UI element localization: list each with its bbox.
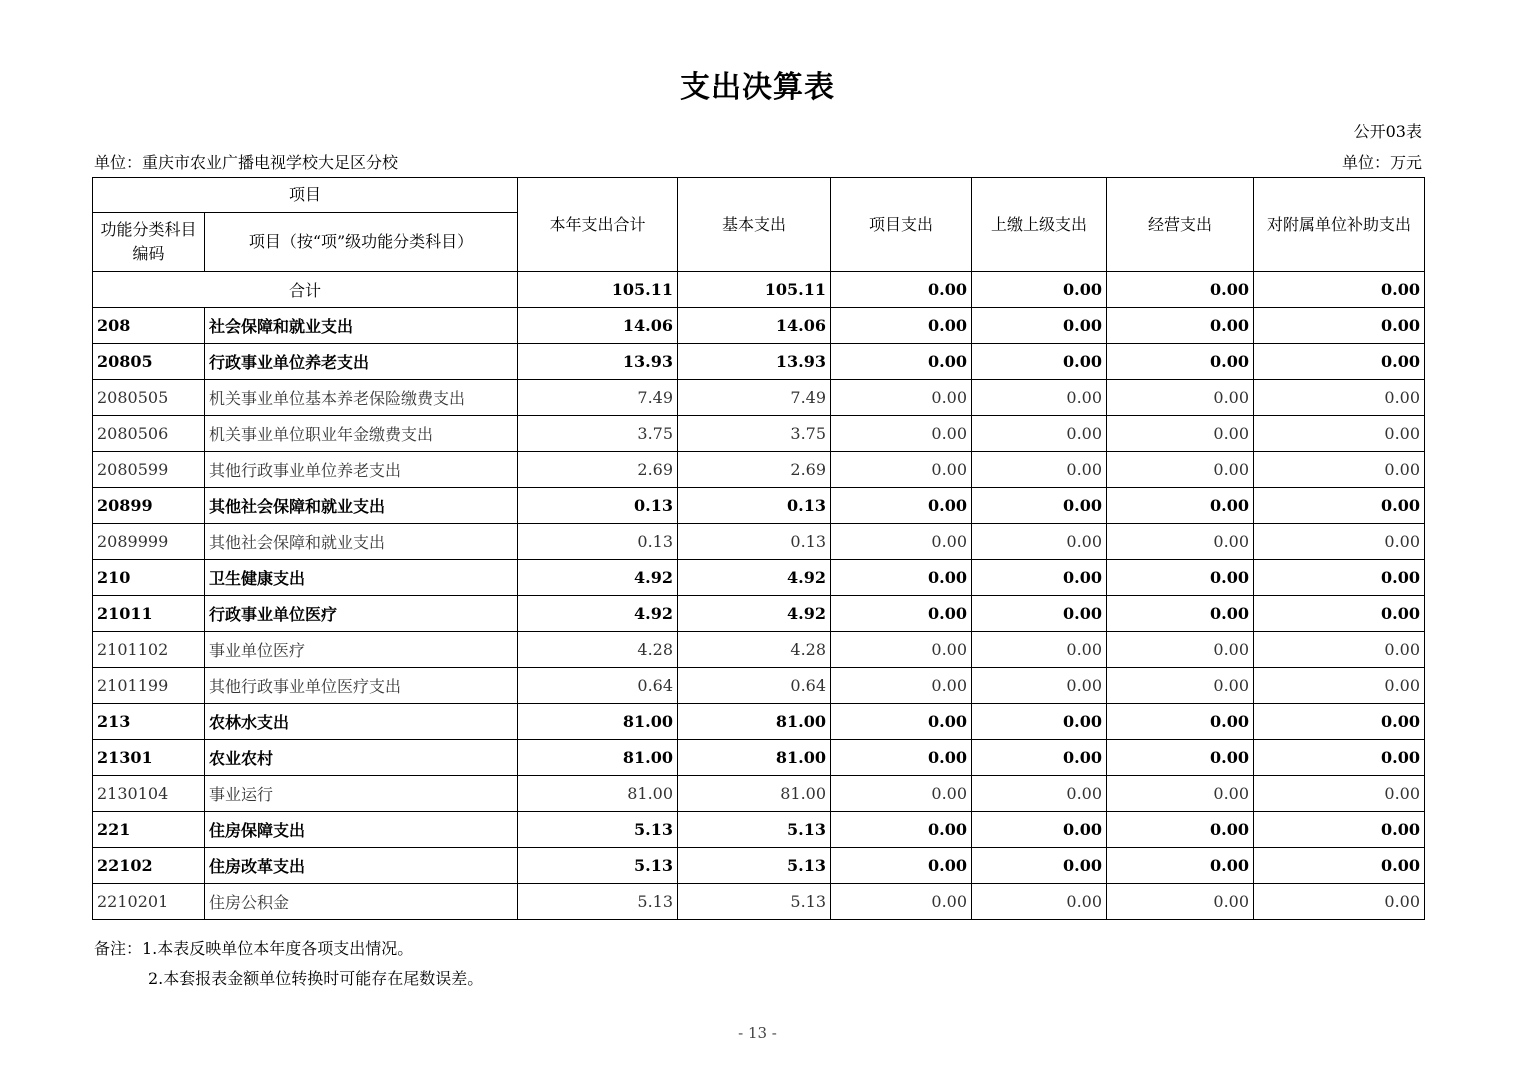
row-code: 2080599 [93,452,205,488]
row-value: 0.00 [1254,632,1425,668]
row-value: 0.00 [1107,416,1254,452]
row-name: 住房公积金 [205,884,518,920]
table-row [93,596,1425,632]
row-name: 农林水支出 [205,704,518,740]
total-value: 0.00 [1107,272,1254,308]
total-value: 0.00 [972,272,1107,308]
row-value: 0.00 [1107,848,1254,884]
row-value: 0.13 [678,524,831,560]
table-row [93,632,1425,668]
total-label: 合计 [93,272,518,308]
row-value: 0.00 [1254,812,1425,848]
row-value: 0.00 [831,704,972,740]
table-row [93,452,1425,488]
total-value: 105.11 [518,272,678,308]
row-code: 20805 [93,344,205,380]
row-value: 0.00 [1254,776,1425,812]
row-value: 0.00 [1254,740,1425,776]
row-value: 0.00 [831,560,972,596]
row-value: 14.06 [678,308,831,344]
row-value: 4.92 [518,560,678,596]
row-value: 0.00 [972,380,1107,416]
row-value: 0.00 [1254,524,1425,560]
note-2: 2.本套报表金额单位转换时可能存在尾数误差。 [148,969,484,988]
row-name: 农业农村 [205,740,518,776]
header-code: 功能分类科目编码 [93,213,205,272]
table-row [93,416,1425,452]
row-value: 0.00 [831,488,972,524]
row-value: 0.00 [972,344,1107,380]
table-row [93,668,1425,704]
row-value: 3.75 [518,416,678,452]
row-name: 住房保障支出 [205,812,518,848]
table-row [93,812,1425,848]
row-value: 81.00 [678,776,831,812]
row-value: 81.00 [678,704,831,740]
row-value: 0.00 [1254,560,1425,596]
row-value: 0.00 [1254,488,1425,524]
row-code: 21011 [93,596,205,632]
row-value: 0.00 [831,776,972,812]
row-name: 行政事业单位医疗 [205,596,518,632]
row-code: 2210201 [93,884,205,920]
row-value: 3.75 [678,416,831,452]
row-value: 0.00 [972,848,1107,884]
header-project: 项目支出 [831,178,972,272]
total-value: 105.11 [678,272,831,308]
row-name: 其他社会保障和就业支出 [205,524,518,560]
table-row [93,740,1425,776]
row-value: 0.00 [1107,308,1254,344]
row-value: 0.00 [972,416,1107,452]
row-value: 0.00 [831,524,972,560]
row-value: 0.00 [972,560,1107,596]
row-value: 0.00 [1107,452,1254,488]
row-value: 0.00 [972,740,1107,776]
row-code: 2080505 [93,380,205,416]
header-name: 项目（按“项”级功能分类科目） [205,213,518,272]
row-code: 20899 [93,488,205,524]
table-row [93,848,1425,884]
total-value: 0.00 [831,272,972,308]
table-row [93,308,1425,344]
row-value: 0.00 [831,380,972,416]
row-value: 7.49 [518,380,678,416]
unit-name: 单位：重庆市农业广播电视学校大足区分校 [94,153,399,172]
row-value: 5.13 [678,848,831,884]
row-value: 0.00 [972,776,1107,812]
row-code: 22102 [93,848,205,884]
row-value: 0.00 [1107,740,1254,776]
row-value: 0.00 [1107,704,1254,740]
row-name: 其他社会保障和就业支出 [205,488,518,524]
row-code: 221 [93,812,205,848]
row-code: 2080506 [93,416,205,452]
row-value: 0.00 [972,704,1107,740]
row-code: 2089999 [93,524,205,560]
row-value: 0.13 [518,524,678,560]
row-value: 0.00 [831,308,972,344]
row-code: 21301 [93,740,205,776]
row-value: 0.00 [972,884,1107,920]
row-value: 0.00 [1254,668,1425,704]
row-code: 210 [93,560,205,596]
table-row [93,884,1425,920]
row-value: 0.00 [972,632,1107,668]
note-1: 备注：1.本表反映单位本年度各项支出情况。 [94,939,414,958]
row-value: 4.92 [518,596,678,632]
row-value: 0.00 [831,740,972,776]
row-value: 5.13 [518,848,678,884]
header-basic: 基本支出 [678,178,831,272]
row-value: 0.00 [831,884,972,920]
row-value: 0.64 [678,668,831,704]
row-value: 0.00 [1107,560,1254,596]
header-item: 项目 [93,178,518,213]
table-row [93,488,1425,524]
row-value: 4.92 [678,560,831,596]
row-value: 5.13 [518,812,678,848]
table-row [93,704,1425,740]
row-value: 4.28 [518,632,678,668]
row-value: 0.00 [831,668,972,704]
row-value: 0.00 [1107,884,1254,920]
row-value: 81.00 [678,740,831,776]
row-value: 0.00 [1107,812,1254,848]
header-total: 本年支出合计 [518,178,678,272]
row-value: 0.00 [1107,668,1254,704]
row-code: 2101102 [93,632,205,668]
table-row [93,380,1425,416]
row-value: 0.00 [831,812,972,848]
row-name: 其他行政事业单位医疗支出 [205,668,518,704]
row-name: 机关事业单位职业年金缴费支出 [205,416,518,452]
row-name: 机关事业单位基本养老保险缴费支出 [205,380,518,416]
row-value: 2.69 [518,452,678,488]
row-code: 2101199 [93,668,205,704]
row-value: 4.28 [678,632,831,668]
row-value: 0.00 [1254,884,1425,920]
row-name: 卫生健康支出 [205,560,518,596]
row-value: 0.13 [518,488,678,524]
page-number: - 13 - [738,1024,777,1042]
row-value: 13.93 [678,344,831,380]
row-value: 0.00 [1107,344,1254,380]
row-value: 81.00 [518,740,678,776]
row-value: 0.00 [1254,308,1425,344]
row-value: 0.00 [972,452,1107,488]
row-value: 0.00 [1107,632,1254,668]
page-title: 支出决算表 [680,70,835,105]
row-name: 事业单位医疗 [205,632,518,668]
row-value: 2.69 [678,452,831,488]
row-name: 社会保障和就业支出 [205,308,518,344]
row-value: 0.00 [1107,596,1254,632]
row-value: 4.92 [678,596,831,632]
row-value: 0.00 [1254,848,1425,884]
row-value: 0.00 [831,416,972,452]
row-value: 0.00 [831,452,972,488]
row-value: 81.00 [518,776,678,812]
row-value: 7.49 [678,380,831,416]
row-value: 0.00 [972,596,1107,632]
table-row [93,344,1425,380]
row-value: 0.00 [831,848,972,884]
row-value: 0.13 [678,488,831,524]
expenditure-table [92,177,1425,920]
table-row [93,776,1425,812]
row-value: 0.00 [831,596,972,632]
row-value: 0.00 [1254,416,1425,452]
row-value: 0.00 [1254,344,1425,380]
row-value: 5.13 [678,812,831,848]
row-value: 5.13 [518,884,678,920]
row-value: 81.00 [518,704,678,740]
row-value: 0.00 [831,344,972,380]
row-value: 0.00 [1107,488,1254,524]
header-business: 经营支出 [1107,178,1254,272]
row-value: 0.00 [1107,380,1254,416]
row-value: 0.64 [518,668,678,704]
total-value: 0.00 [1254,272,1425,308]
row-value: 0.00 [1254,452,1425,488]
row-value: 13.93 [518,344,678,380]
total-row [93,272,1425,308]
row-name: 住房改革支出 [205,848,518,884]
header-upper: 上缴上级支出 [972,178,1107,272]
row-value: 14.06 [518,308,678,344]
row-value: 0.00 [1107,776,1254,812]
row-name: 事业运行 [205,776,518,812]
row-name: 行政事业单位养老支出 [205,344,518,380]
row-value: 0.00 [972,488,1107,524]
row-code: 208 [93,308,205,344]
row-value: 0.00 [972,524,1107,560]
table-row [93,524,1425,560]
row-value: 0.00 [972,308,1107,344]
row-value: 0.00 [1254,704,1425,740]
row-code: 213 [93,704,205,740]
table-row [93,560,1425,596]
row-name: 其他行政事业单位养老支出 [205,452,518,488]
row-value: 0.00 [972,668,1107,704]
currency-unit: 单位：万元 [1341,153,1422,172]
row-value: 0.00 [1107,524,1254,560]
row-value: 5.13 [678,884,831,920]
row-value: 0.00 [1254,380,1425,416]
row-value: 0.00 [831,632,972,668]
header-subsidy: 对附属单位补助支出 [1254,178,1425,272]
row-value: 0.00 [972,812,1107,848]
form-number: 公开03表 [1353,122,1422,141]
row-code: 2130104 [93,776,205,812]
row-value: 0.00 [1254,596,1425,632]
